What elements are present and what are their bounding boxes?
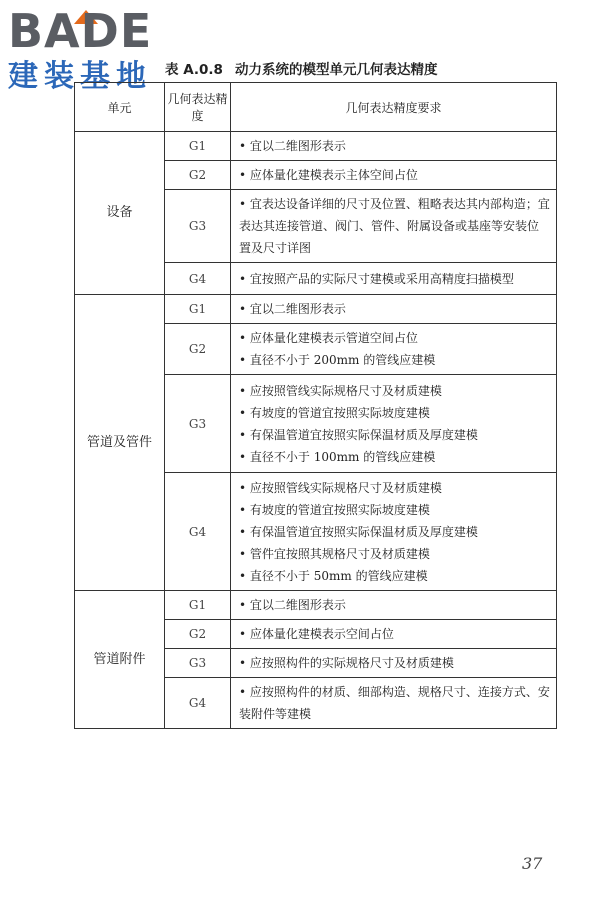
requirement-cell xyxy=(231,324,557,375)
header-requirement: 几何表达精度要求 xyxy=(231,83,557,132)
requirement-item: • 应体量化建模表示空间占位 xyxy=(239,623,550,645)
requirement-item: • 应体量化建模表示管道空间占位 xyxy=(239,327,550,349)
requirement-item: • 应体量化建模表示主体空间占位 xyxy=(239,164,550,186)
grade-cell: G4 xyxy=(165,473,231,591)
requirement-item: • 宜以二维图形表示 xyxy=(239,135,550,157)
requirement-cell xyxy=(231,375,557,473)
requirement-cell xyxy=(231,591,557,620)
logo-brand: BADE xyxy=(8,4,153,58)
grade-cell: G1 xyxy=(165,132,231,161)
grade-cell: G2 xyxy=(165,620,231,649)
page-number: 37 xyxy=(522,854,543,873)
requirement-item: • 有保温管道宜按照实际保温材质及厚度建模 xyxy=(239,521,550,543)
header-grade: 几何表达精度 xyxy=(165,83,231,132)
requirement-item: • 有坡度的管道宜按照实际坡度建模 xyxy=(239,402,550,424)
table-row xyxy=(75,591,557,620)
requirement-item: • 宜以二维图形表示 xyxy=(239,594,550,616)
grade-cell: G4 xyxy=(165,678,231,729)
requirement-cell xyxy=(231,620,557,649)
geometry-precision-table xyxy=(74,82,557,729)
requirement-cell xyxy=(231,132,557,161)
requirement-item: • 直径不小于 200mm 的管线应建模 xyxy=(239,349,550,371)
requirement-item: • 应按照构件的实际规格尺寸及材质建模 xyxy=(239,652,550,674)
requirement-item: • 宜以二维图形表示 xyxy=(239,298,550,320)
grade-cell: G1 xyxy=(165,295,231,324)
header-unit: 单元 xyxy=(75,83,165,132)
requirement-cell xyxy=(231,263,557,295)
unit-cell: 管道及管件 xyxy=(75,295,165,591)
requirement-item: • 应按照管线实际规格尺寸及材质建模 xyxy=(239,380,550,402)
requirement-cell xyxy=(231,190,557,263)
requirement-item: • 直径不小于 50mm 的管线应建模 xyxy=(239,565,550,587)
grade-cell: G4 xyxy=(165,263,231,295)
requirement-cell xyxy=(231,473,557,591)
unit-cell: 设备 xyxy=(75,132,165,295)
table-row xyxy=(75,295,557,324)
requirement-cell xyxy=(231,678,557,729)
logo-subtitle: 建装基地 xyxy=(8,59,152,94)
grade-cell: G2 xyxy=(165,324,231,375)
requirement-cell xyxy=(231,161,557,190)
requirement-item: • 应按照构件的材质、细部构造、规格尺寸、连接方式、安装附件等建模 xyxy=(239,681,550,725)
requirement-item: • 宜表达设备详细的尺寸及位置、粗略表达其内部构造；宜表达其连接管道、阀门、管件、附属设备或基座等安装位置及尺寸详图 xyxy=(239,193,550,259)
requirement-cell xyxy=(231,649,557,678)
grade-cell: G3 xyxy=(165,649,231,678)
grade-cell: G3 xyxy=(165,190,231,263)
table-header-row xyxy=(75,83,557,132)
table-body xyxy=(75,132,557,729)
table-row xyxy=(75,132,557,161)
requirement-item: • 宜按照产品的实际尺寸建模或采用高精度扫描模型 xyxy=(239,268,550,290)
requirement-cell xyxy=(231,295,557,324)
requirement-item: • 管件宜按照其规格尺寸及材质建模 xyxy=(239,543,550,565)
table-caption xyxy=(165,58,437,78)
requirement-item: • 有保温管道宜按照实际保温材质及厚度建模 xyxy=(239,424,550,446)
requirement-item: • 直径不小于 100mm 的管线应建模 xyxy=(239,446,550,468)
grade-cell: G3 xyxy=(165,375,231,473)
table-number: 表 A.0.8 xyxy=(165,62,223,78)
requirement-item: • 应按照管线实际规格尺寸及材质建模 xyxy=(239,477,550,499)
unit-cell: 管道附件 xyxy=(75,591,165,729)
requirement-item: • 有坡度的管道宜按照实际坡度建模 xyxy=(239,499,550,521)
grade-cell: G2 xyxy=(165,161,231,190)
grade-cell: G1 xyxy=(165,591,231,620)
table-title: 动力系统的模型单元几何表达精度 xyxy=(234,62,438,78)
